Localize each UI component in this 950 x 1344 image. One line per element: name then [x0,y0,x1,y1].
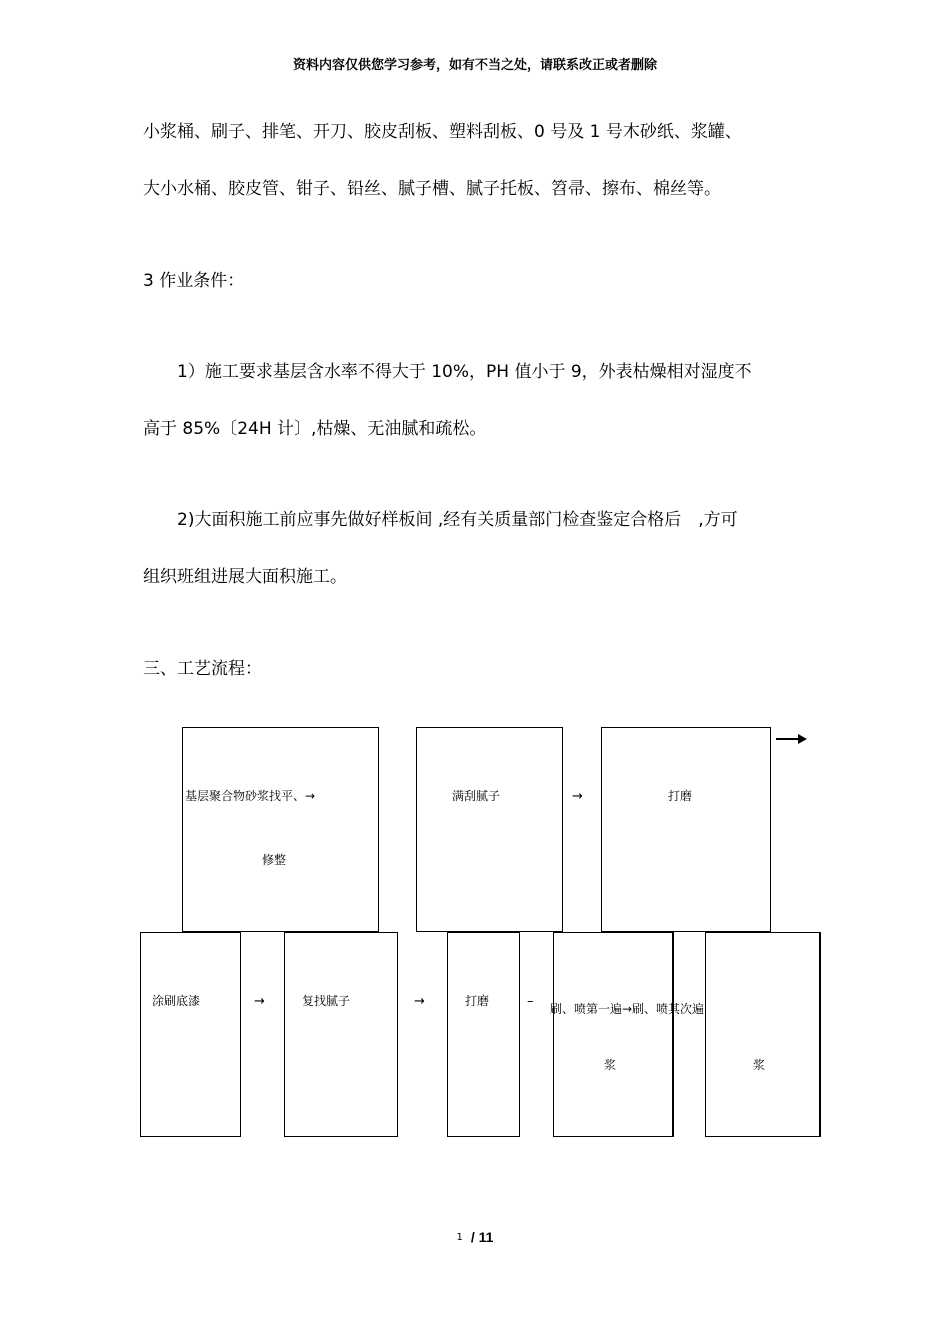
section-3-title: 3 作业条件： [143,271,245,291]
tools-line-2: 大小水桶、胶皮管、钳子、铅丝、腻子槽、腻子托板、笤帚、擦布、棉丝等。 [143,179,721,199]
process-title: 三、工艺流程： [143,659,262,679]
flow-dash: – [527,994,534,1009]
flow-step-full-putty-label: 满刮腻子 [452,789,501,803]
flow-step-leveling-label-2: 修整 [262,853,287,867]
condition-1-line-2: 高于 85%〔24H 计〕,枯燥、无油腻和疏松。 [143,419,487,439]
flow-step-reputty-label: 复找腻子 [302,994,351,1008]
flow-arrow-1: → [572,789,583,804]
page-number: 1 [456,1232,463,1243]
header-notice: 资料内容仅供您学习参考，如有不当之处，请联系改正或者删除 [292,58,657,73]
flow-box-leveling [182,727,379,932]
flow-box-reputty [284,932,398,1137]
flow-step-coats-label: 刷、喷第一遍→刷、喷其次遍 [550,1002,705,1016]
condition-2-line-2: 组织班组进展大面积施工。 [143,567,347,587]
flow-box-primer [140,932,241,1137]
flow-arrow-2: → [254,994,265,1009]
flow-box-full-putty [416,727,563,932]
flow-arrow-continue-icon [776,732,808,746]
flow-step-sanding-2-label: 打磨 [465,994,490,1008]
flow-box-second-coat [705,932,821,1137]
page-total: / 11 [470,1229,494,1245]
flow-step-first-coat-label-2: 浆 [604,1058,617,1072]
flow-arrow-3: → [414,994,425,1009]
condition-2-line-1: 2)大面积施工前应事先做好样板间 ,经有关质量部门检查鉴定合格后 ,方可 [177,510,738,530]
flow-step-sanding-1-label: 打磨 [668,789,693,803]
tools-line-1: 小浆桶、刷子、排笔、开刀、胶皮刮板、塑料刮板、0 号及 1 号木砂纸、浆罐、 [143,122,742,142]
flow-box-sanding-2 [447,932,520,1137]
condition-1-line-1: 1）施工要求基层含水率不得大于 10%，PH 值小于 9，外表枯燥相对湿度不 [177,362,752,382]
flow-box-first-coat [553,932,674,1137]
flow-step-second-coat-label-2: 浆 [753,1058,766,1072]
flow-step-primer-label: 涂刷底漆 [152,994,201,1008]
flow-step-leveling-label: 基层聚合物砂浆找平、→ [185,789,316,803]
flow-box-sanding-1 [601,727,771,932]
page-footer [0,1229,950,1246]
